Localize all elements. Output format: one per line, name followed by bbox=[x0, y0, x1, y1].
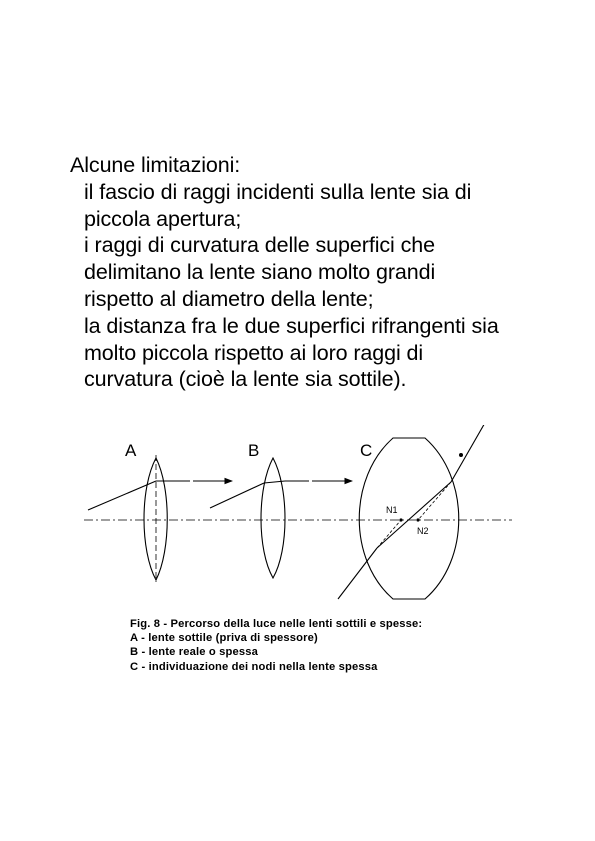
ray-c-inside bbox=[377, 482, 451, 548]
text-line: delimitano la lente siano molto grandi bbox=[84, 260, 436, 285]
lens-b bbox=[261, 458, 285, 578]
text-line: curvatura (cioè la lente sia sottile). bbox=[84, 367, 407, 392]
text-line: il fascio di raggi incidenti sulla lente sia di bbox=[84, 179, 472, 204]
node-n1 bbox=[399, 518, 402, 521]
node-n2-label: N2 bbox=[417, 526, 429, 536]
caption-title: Fig. 8 - Percorso della luce nelle lenti sottili e spesse: bbox=[130, 618, 423, 630]
ray-c-extension-in bbox=[418, 482, 451, 520]
text-line: i raggi di curvatura delle superfici che bbox=[84, 233, 435, 258]
ray-b-refracted bbox=[210, 483, 264, 508]
caption-item: B - lente reale o spessa bbox=[130, 646, 258, 659]
ray-c-emergent bbox=[338, 548, 377, 599]
lens-c bbox=[359, 438, 459, 599]
label-c: C bbox=[360, 441, 373, 460]
caption-item: A - lente sottile (priva di spessore) bbox=[130, 632, 318, 645]
caption-item: C - individuazione dei nodi nella lente spessa bbox=[130, 660, 378, 673]
ray-c-point bbox=[459, 453, 463, 457]
ray-c-extension-out bbox=[377, 520, 401, 548]
text-line: la distanza fra le due superfici rifrangenti sia bbox=[84, 313, 499, 338]
ray-c-incident bbox=[451, 425, 486, 482]
heading: Alcune limitazioni: bbox=[70, 153, 241, 177]
label-a: A bbox=[125, 441, 137, 460]
lens-figure bbox=[80, 425, 520, 615]
lens-diagram bbox=[80, 425, 520, 615]
node-n1-label: N1 bbox=[386, 505, 398, 515]
text-line: piccola apertura; bbox=[84, 206, 242, 231]
body-text bbox=[70, 152, 570, 393]
label-b: B bbox=[248, 441, 260, 460]
text-line: molto piccola rispetto ai loro raggi di bbox=[84, 340, 424, 365]
text-line: rispetto al diametro della lente; bbox=[84, 286, 374, 311]
figure-caption bbox=[130, 617, 530, 674]
node-n2 bbox=[416, 518, 419, 521]
